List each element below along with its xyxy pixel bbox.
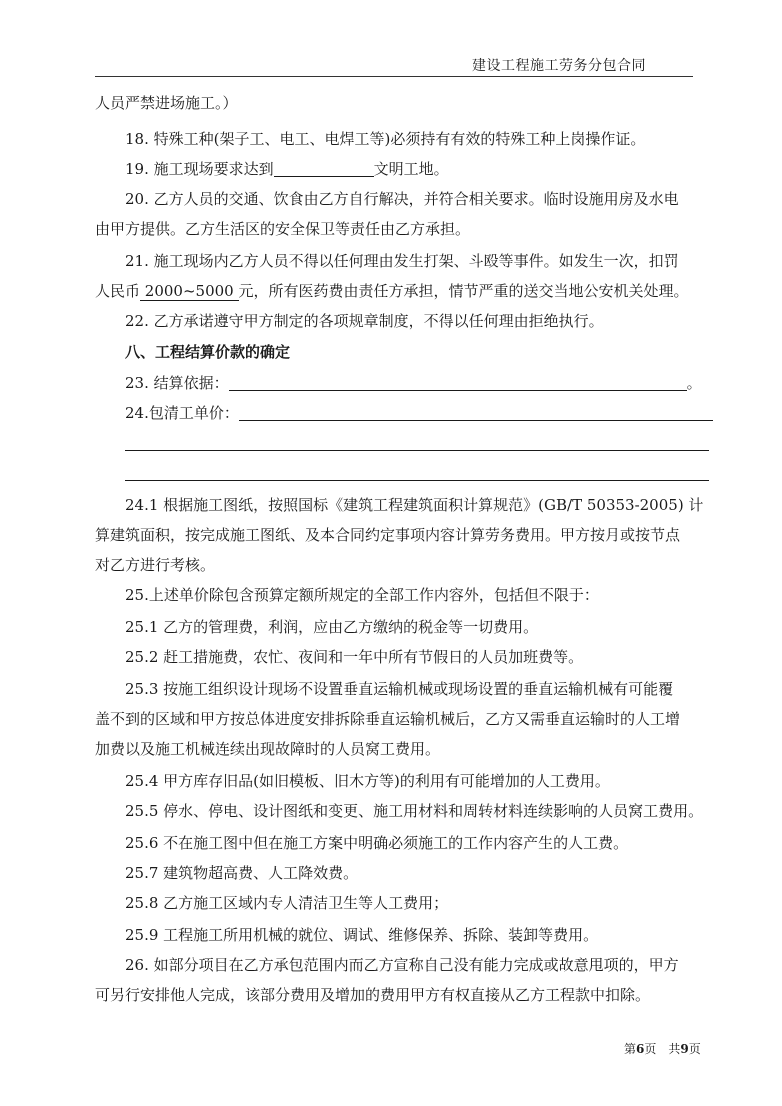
- clause-23-label: 23. 结算依据：: [125, 374, 229, 392]
- clause-21-line-2: [95, 281, 689, 301]
- clause-25-5: 25.5 停水、停电、设计图纸和变更、施工用材料和周转材料连续影响的人员窝工费用。: [125, 802, 704, 820]
- clause-25-2: 25.2 赶工措施费，农忙、夜间和一年中所有节假日的人员加班费等。: [125, 648, 584, 666]
- clause-25-4: 25.4 甲方库存旧品(如旧模板、旧木方等)的利用有可能增加的人工费用。: [125, 772, 610, 790]
- running-header-title: 建设工程施工劳务分包合同: [472, 58, 646, 74]
- header-rule: [95, 76, 693, 77]
- clause-19-prefix: 19. 施工现场要求达到: [125, 160, 274, 178]
- clause-25-6: 25.6 不在施工图中但在施工方案中明确必须施工的工作内容产生的人工费。: [125, 834, 629, 852]
- blank-unit-price: [239, 404, 713, 421]
- clause-25-7: 25.7 建筑物超高费、人工降效费。: [125, 864, 359, 882]
- clause-25-1: 25.1 乙方的管理费，利润，应由乙方缴纳的税金等一切费用。: [125, 618, 539, 636]
- clause-25: 25.上述单价除包含预算定额所规定的全部工作内容外，包括但不限于：: [125, 586, 599, 604]
- clause-21-suffix: 元，所有医药费由责任方承担，情节严重的送交当地公安机关处理。: [238, 282, 689, 300]
- fine-amount: 2000~5000: [140, 282, 238, 301]
- text-line-continuation: 人员严禁进场施工。）: [95, 94, 238, 112]
- clause-20-line-1: 20. 乙方人员的交通、饮食由乙方自行解决，并符合相关要求。临时设施用房及水电: [125, 190, 679, 208]
- clause-25-9: 25.9 工程施工所用机械的就位、调试、维修保养、拆除、装卸等费用。: [125, 926, 599, 944]
- blank-line-unit-price-2: [125, 450, 709, 451]
- clause-21-line-1: 21. 施工现场内乙方人员不得以任何理由发生打架、斗殴等事件。如发生一次，扣罚: [125, 252, 679, 270]
- clause-25-3-line-1: 25.3 按施工组织设计现场不设置垂直运输机械或现场设置的垂直运输机械有可能覆: [125, 680, 674, 698]
- clause-24-label: 24.包清工单价：: [125, 404, 239, 422]
- total-pages: 9: [680, 1042, 689, 1056]
- clause-26-line-1: 26. 如部分项目在乙方承包范围内而乙方宣称自己没有能力完成或故意甩项的，甲方: [125, 956, 679, 974]
- clause-19: [125, 159, 449, 179]
- clause-19-suffix: 文明工地。: [373, 160, 449, 178]
- section-heading-8: 八、工程结算价款的确定: [125, 343, 291, 361]
- blank-line-unit-price-3: [125, 480, 709, 481]
- clause-22: 22. 乙方承诺遵守甲方制定的各项规章制度，不得以任何理由拒绝执行。: [125, 312, 604, 330]
- clause-24-label-line: [125, 403, 713, 423]
- clause-24-1-line-1: 24.1 根据施工图纸，按照国标《建筑工程建筑面积计算规范》(GB/T 50353-2005) 计: [125, 496, 704, 514]
- current-page: 6: [636, 1042, 645, 1056]
- blank-settlement-basis: [229, 374, 687, 391]
- page-number: 第6页 共9页: [624, 1042, 701, 1056]
- clause-25-8: 25.8 乙方施工区域内专人清洁卫生等人工费用；: [125, 894, 449, 912]
- clause-25-3-line-3: 加费以及施工机械连续出现故障时的人员窝工费用。: [95, 740, 441, 758]
- clause-25-3-line-2: 盖不到的区域和甲方按总体进度安排拆除垂直运输机械后，乙方又需垂直运输时的人工增: [95, 710, 681, 728]
- clause-20-line-2: 由甲方提供。乙方生活区的安全保卫等责任由乙方承担。: [95, 220, 471, 238]
- clause-23: [125, 373, 702, 393]
- clause-18: 18. 特殊工种(架子工、电工、电焊工等)必须持有有效的特殊工种上岗操作证。: [125, 130, 646, 148]
- clause-24-1-line-2: 算建筑面积，按完成施工图纸、及本合同约定事项内容计算劳务费用。甲方按月或按节点: [95, 526, 681, 544]
- blank-civilized-site-level: [274, 160, 374, 177]
- clause-26-line-2: 可另行安排他人完成，该部分费用及增加的费用甲方有权直接从乙方工程款中扣除。: [95, 986, 651, 1004]
- clause-23-suffix: 。: [686, 374, 702, 392]
- clause-24-1-line-3: 对乙方进行考核。: [95, 556, 216, 574]
- clause-21-prefix: 人民币: [95, 282, 141, 300]
